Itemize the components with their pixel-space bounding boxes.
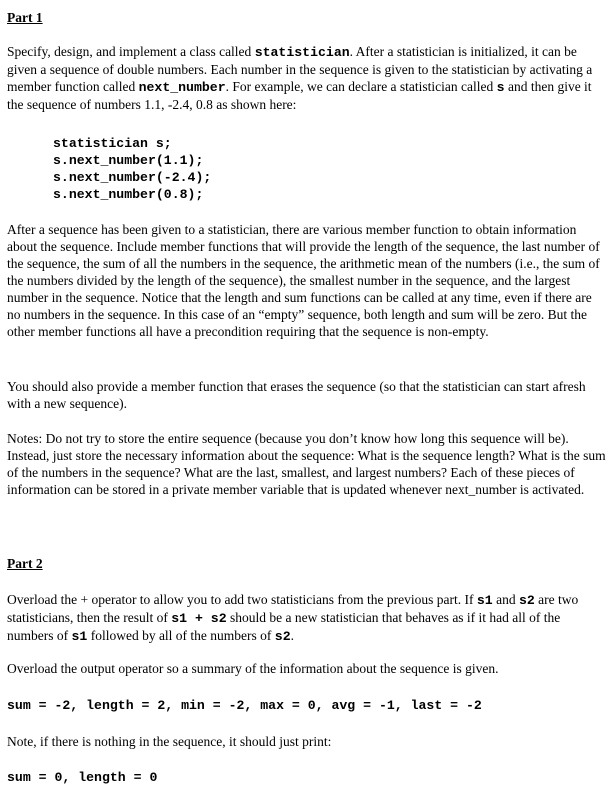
text: . After a statistician is initialized, it can be given a sequence of double numbers. Each number in the sequence is given to the statistician by activating a member function called xyxy=(7,44,593,94)
code-line: statistician s; xyxy=(53,136,172,151)
text: and then give it the sequence of numbers 1.1, -2.4, 0.8 as shown here: xyxy=(7,79,592,112)
part1-functions-paragraph: After a sequence has been given to a statistician, there are various member function to obtain information about the sequence. Include member functions that will provide the length of the sequence, the last number of the sequence, the sum of all the numbers in the sequence, the arithmetic mean of the numbers (i.e., the sum of the numbers divided by the length of the sequence), the smallest number in the sequence, and the largest number in the sequence. Notice that the length and sum functions can be called at any time, even if there are no numbers in the sequence. In this case of an “empty” sequence, both length and sum will be zero. But the other member functions all have a precondition requiring that the sequence is non-empty. xyxy=(7,222,600,339)
text: . xyxy=(290,628,294,643)
part2-heading: Part 2 xyxy=(7,556,43,571)
part2-output-paragraph: Overload the output operator so a summary of the information about the sequence is given. xyxy=(7,661,499,676)
text: Overload the + operator to allow you to add two statisticians from the previous part. If xyxy=(7,592,477,607)
text: and xyxy=(492,592,519,607)
inline-code: s xyxy=(496,80,505,95)
code-line: s.next_number(-2.4); xyxy=(53,170,212,185)
inline-code: s2 xyxy=(274,629,291,644)
inline-code: s1 xyxy=(476,593,493,608)
text: followed by all of the numbers of xyxy=(87,628,275,643)
inline-code: s1 + s2 xyxy=(171,611,227,626)
empty-output-example: sum = 0, length = 0 xyxy=(7,770,158,785)
code-example xyxy=(53,135,211,203)
part2-overload-paragraph xyxy=(7,591,607,645)
code-line: s.next_number(0.8); xyxy=(53,187,204,202)
part2-empty-note: Note, if there is nothing in the sequence, it should just print: xyxy=(7,734,332,749)
part1-intro-paragraph xyxy=(7,43,607,113)
text: are two statisticians, then the result of xyxy=(7,592,579,625)
inline-code: s1 xyxy=(71,629,88,644)
part1-notes-paragraph: Notes: Do not try to store the entire sequence (because you don’t know how long this sequence will be). Instead, just store the necessary information about the sequence: What is the sequence length? What is the sum of the numbers in the sequence? What are the last, smallest, and largest numbers? Each of these pieces of information can be stored in a private member variable that is updated whenever next_number is activated. xyxy=(7,431,606,497)
output-example: sum = -2, length = 2, min = -2, max = 0, avg = -1, last = -2 xyxy=(7,698,482,713)
part1-heading: Part 1 xyxy=(7,10,43,25)
text: Specify, design, and implement a class called xyxy=(7,44,255,59)
text: should be a new statistician that behaves as if it had all of the numbers of xyxy=(7,610,561,643)
code-line: s.next_number(1.1); xyxy=(53,153,204,168)
part1-erase-paragraph: You should also provide a member function that erases the sequence (so that the statistician can start afresh with a new sequence). xyxy=(7,379,586,411)
inline-code: next_number xyxy=(138,80,226,95)
inline-code: statistician xyxy=(254,45,350,60)
text: . For example, we can declare a statistician called xyxy=(225,79,497,94)
inline-code: s2 xyxy=(518,593,535,608)
